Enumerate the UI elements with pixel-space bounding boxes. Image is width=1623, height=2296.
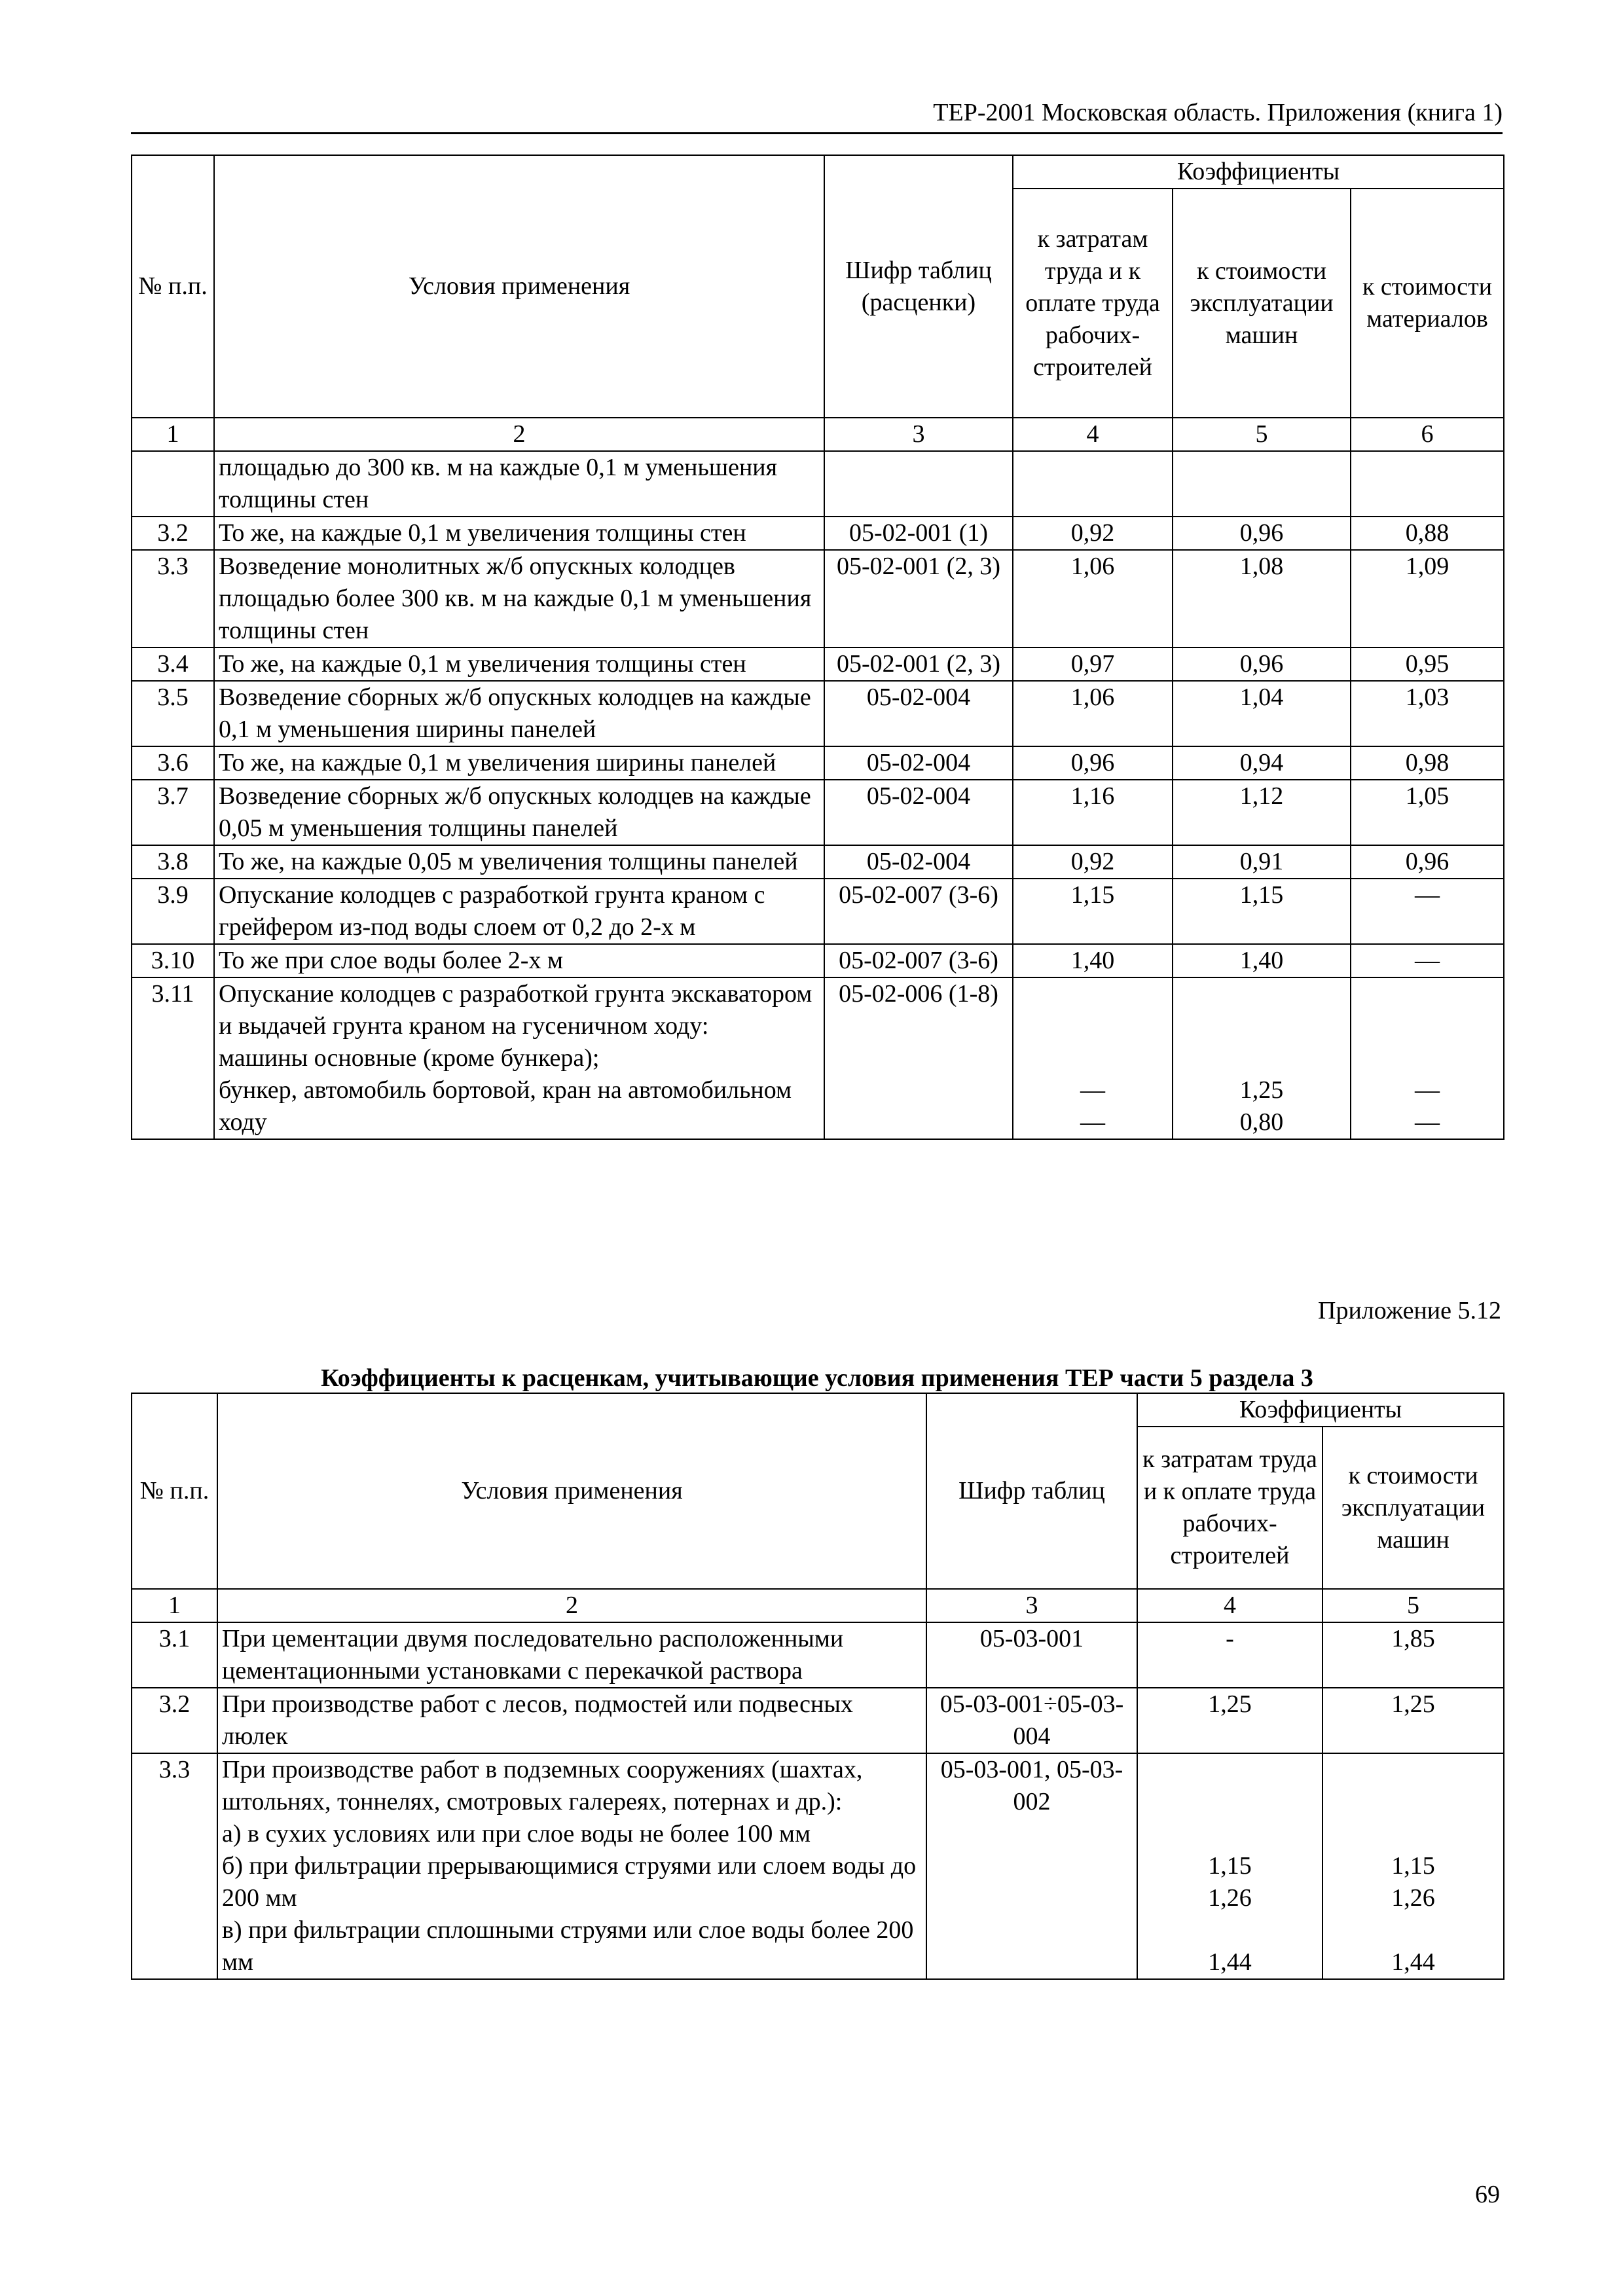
- row-code: 05-02-001 (2, 3): [824, 647, 1013, 681]
- table-row: [132, 1622, 1504, 1688]
- row-conditions: То же при слое воды более 2-х м: [214, 944, 824, 977]
- row-k-machines: [1322, 1753, 1504, 1979]
- coef-value: —: [1080, 1076, 1105, 1104]
- row-code: 05-02-004: [824, 845, 1013, 879]
- row-k-materials: 1,05: [1351, 780, 1504, 845]
- row-k-labor: 1,15: [1013, 879, 1173, 944]
- row-k-machines: 1,85: [1322, 1622, 1504, 1688]
- table-row: [132, 517, 1504, 550]
- running-header: [131, 92, 1503, 134]
- row-k-machines: 1,08: [1173, 550, 1351, 647]
- row-k-labor: [1013, 451, 1173, 517]
- row-number: 3.5: [132, 681, 214, 746]
- running-title: ТЕР-2001 Московская область. Приложения (книга 1): [933, 99, 1503, 126]
- col-number: 4: [1137, 1589, 1322, 1622]
- coef-value: 1,26: [1208, 1884, 1252, 1912]
- row-code: 05-03-001÷05-03-004: [926, 1688, 1137, 1753]
- table-row: [132, 780, 1504, 845]
- row-number: 3.2: [132, 517, 214, 550]
- condition-text: При производстве работ в подземных сооружениях (шахтах, штольнях, тоннелях, смотровых галереях, потернах и др.):: [222, 1756, 863, 1815]
- col-number: 2: [214, 418, 824, 451]
- table-row: [132, 451, 1504, 517]
- row-k-machines: 0,96: [1173, 647, 1351, 681]
- row-conditions: Возведение монолитных ж/б опускных колодцев площадью более 300 кв. м на каждые 0,1 м уменьшения толщины стен: [214, 550, 824, 647]
- row-number: 3.7: [132, 780, 214, 845]
- row-number: 3.3: [132, 1753, 217, 1979]
- col-number: 6: [1351, 418, 1504, 451]
- row-k-materials: 0,88: [1351, 517, 1504, 550]
- coef-value: 1,25: [1239, 1076, 1284, 1104]
- table-row: [132, 681, 1504, 746]
- row-conditions: Опускание колодцев с разработкой грунта краном с грейфером из-под воды слоем от 0,2 до 2-х м: [214, 879, 824, 944]
- appendix-label: Приложение 5.12: [1318, 1297, 1501, 1324]
- col-number: 3: [926, 1589, 1137, 1622]
- table-row: [132, 550, 1504, 647]
- row-conditions: Возведение сборных ж/б опускных колодцев на каждые 0,05 м уменьшения толщины панелей: [214, 780, 824, 845]
- row-conditions: Возведение сборных ж/б опускных колодцев на каждые 0,1 м уменьшения ширины панелей: [214, 681, 824, 746]
- col-header-labor: к затратам труда и к оплате труда рабочих-строителей: [1137, 1427, 1322, 1589]
- table-row: [132, 1688, 1504, 1753]
- row-k-machines: 1,12: [1173, 780, 1351, 845]
- row-k-materials: —: [1351, 879, 1504, 944]
- row-k-labor: 0,92: [1013, 845, 1173, 879]
- condition-subitem: а) в сухих условиях или при слое воды не более 100 мм: [222, 1820, 811, 1848]
- table2-header-row: [132, 1393, 1504, 1427]
- coef-value: —: [1415, 1076, 1440, 1104]
- row-k-machines: [1173, 451, 1351, 517]
- row-k-labor: 1,25: [1137, 1688, 1322, 1753]
- row-k-materials: [1351, 451, 1504, 517]
- row-code: 05-02-001 (1): [824, 517, 1013, 550]
- row-number: 3.2: [132, 1688, 217, 1753]
- col-number: 2: [217, 1589, 926, 1622]
- row-code: 05-02-006 (1-8): [824, 977, 1013, 1139]
- table-row: [132, 977, 1504, 1139]
- page-number: 69: [1475, 2181, 1500, 2208]
- row-number: 3.9: [132, 879, 214, 944]
- coef-value: 1,15: [1391, 1852, 1435, 1880]
- row-k-machines: [1173, 977, 1351, 1139]
- row-k-machines: 0,94: [1173, 746, 1351, 780]
- row-k-machines: 1,25: [1322, 1688, 1504, 1753]
- row-k-labor: 0,92: [1013, 517, 1173, 550]
- table-row: [132, 944, 1504, 977]
- row-conditions: [214, 977, 824, 1139]
- row-k-machines: 0,91: [1173, 845, 1351, 879]
- table-row: [132, 1753, 1504, 1979]
- col-number: 4: [1013, 418, 1173, 451]
- row-k-machines: 1,40: [1173, 944, 1351, 977]
- row-k-labor: 1,16: [1013, 780, 1173, 845]
- row-number: 3.11: [132, 977, 214, 1139]
- row-code: 05-02-007 (3-6): [824, 879, 1013, 944]
- row-number: 3.10: [132, 944, 214, 977]
- row-k-labor: 0,96: [1013, 746, 1173, 780]
- col-header-labor: к затратам труда и к оплате труда рабочих-строителей: [1013, 189, 1173, 418]
- col-header-num: № п.п.: [132, 1393, 217, 1589]
- row-code: 05-02-004: [824, 780, 1013, 845]
- col-number: 1: [132, 1589, 217, 1622]
- col-header-materials: к стоимости материалов: [1351, 189, 1504, 418]
- coef-value: —: [1415, 1108, 1440, 1136]
- col-header-conditions: Условия применения: [217, 1393, 926, 1589]
- row-code: 05-02-004: [824, 746, 1013, 780]
- coef-value: 1,26: [1391, 1884, 1435, 1912]
- condition-subitem: бункер, автомобиль бортовой, кран на автомобильном ходу: [219, 1076, 792, 1136]
- row-conditions: То же, на каждые 0,05 м увеличения толщины панелей: [214, 845, 824, 879]
- row-conditions: То же, на каждые 0,1 м увеличения толщины стен: [214, 517, 824, 550]
- row-number: 3.3: [132, 550, 214, 647]
- row-k-materials: 0,98: [1351, 746, 1504, 780]
- row-k-labor: 1,06: [1013, 681, 1173, 746]
- coef-value: 1,44: [1208, 1948, 1252, 1976]
- col-header-machines: к стоимости эксплуатации машин: [1322, 1427, 1504, 1589]
- col-header-coefficients: Коэффициенты: [1013, 155, 1504, 189]
- col-header-coefficients: Коэффициенты: [1137, 1393, 1504, 1427]
- row-k-labor: 1,06: [1013, 550, 1173, 647]
- row-k-labor: -: [1137, 1622, 1322, 1688]
- table2-caption: Коэффициенты к расценкам, учитывающие условия применения ТЕР части 5 раздела 3: [321, 1364, 1313, 1392]
- row-k-materials: [1351, 977, 1504, 1139]
- row-code: 05-02-004: [824, 681, 1013, 746]
- row-number: 3.4: [132, 647, 214, 681]
- row-number: 3.1: [132, 1622, 217, 1688]
- column-numbers-row: [132, 1589, 1504, 1622]
- col-header-code: Шифр таблиц: [926, 1393, 1137, 1589]
- col-number: 5: [1173, 418, 1351, 451]
- col-number: 1: [132, 418, 214, 451]
- col-header-machines: к стоимости эксплуатации машин: [1173, 189, 1351, 418]
- table-row: [132, 845, 1504, 879]
- coef-value: —: [1080, 1108, 1105, 1136]
- condition-subitem: б) при фильтрации прерывающимися струями или слоем воды до 200 мм: [222, 1852, 917, 1912]
- col-header-code: Шифр таблиц (расценки): [824, 155, 1013, 418]
- table-row: [132, 879, 1504, 944]
- row-conditions: площадью до 300 кв. м на каждые 0,1 м уменьшения толщины стен: [214, 451, 824, 517]
- condition-subitem: машины основные (кроме бункера);: [219, 1044, 600, 1072]
- row-code: 05-02-001 (2, 3): [824, 550, 1013, 647]
- col-header-conditions: Условия применения: [214, 155, 824, 418]
- row-k-labor: [1013, 977, 1173, 1139]
- row-code: [824, 451, 1013, 517]
- coef-value: 1,44: [1391, 1948, 1435, 1976]
- row-code: 05-02-007 (3-6): [824, 944, 1013, 977]
- coef-value: 1,15: [1208, 1852, 1252, 1880]
- table1-header-row: [132, 155, 1504, 189]
- row-conditions: При цементации двумя последовательно расположенными цементационными установками с перекачкой раствора: [217, 1622, 926, 1688]
- row-number: [132, 451, 214, 517]
- row-k-materials: 0,96: [1351, 845, 1504, 879]
- row-k-labor: [1137, 1753, 1322, 1979]
- row-code: 05-03-001, 05-03-002: [926, 1753, 1137, 1979]
- condition-subitem: в) при фильтрации сплошными струями или слое воды более 200 мм: [222, 1916, 914, 1976]
- coefficients-table-5-3: [131, 1393, 1504, 1980]
- coef-value: 0,80: [1239, 1108, 1284, 1136]
- row-k-machines: 0,96: [1173, 517, 1351, 550]
- table-row: [132, 746, 1504, 780]
- table-row: [132, 647, 1504, 681]
- column-numbers-row: [132, 418, 1504, 451]
- coefficients-table-5-2: [131, 155, 1504, 1140]
- row-k-materials: —: [1351, 944, 1504, 977]
- condition-text: Опускание колодцев с разработкой грунта экскаватором и выдачей грунта краном на гусеничном ходу:: [219, 980, 812, 1040]
- col-header-num: № п.п.: [132, 155, 214, 418]
- row-conditions: При производстве работ с лесов, подмостей или подвесных люлек: [217, 1688, 926, 1753]
- row-number: 3.8: [132, 845, 214, 879]
- col-number: 3: [824, 418, 1013, 451]
- row-conditions: То же, на каждые 0,1 м увеличения ширины панелей: [214, 746, 824, 780]
- row-k-materials: 0,95: [1351, 647, 1504, 681]
- row-conditions: [217, 1753, 926, 1979]
- row-k-labor: 1,40: [1013, 944, 1173, 977]
- row-number: 3.6: [132, 746, 214, 780]
- row-k-labor: 0,97: [1013, 647, 1173, 681]
- col-number: 5: [1322, 1589, 1504, 1622]
- row-k-materials: 1,03: [1351, 681, 1504, 746]
- row-k-machines: 1,04: [1173, 681, 1351, 746]
- row-conditions: То же, на каждые 0,1 м увеличения толщины стен: [214, 647, 824, 681]
- row-k-machines: 1,15: [1173, 879, 1351, 944]
- row-k-materials: 1,09: [1351, 550, 1504, 647]
- row-code: 05-03-001: [926, 1622, 1137, 1688]
